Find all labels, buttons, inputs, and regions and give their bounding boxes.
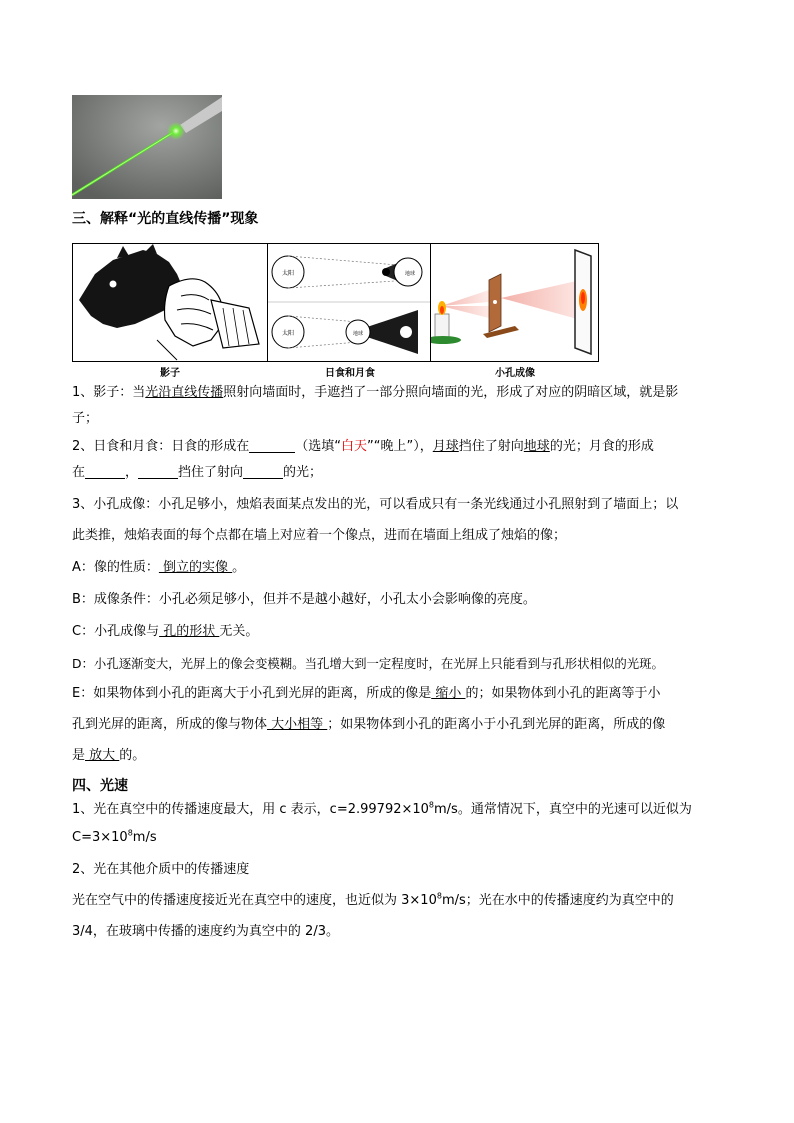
item1-line: 1、影子：当光沿直线传播照射向墙面时，手遮挡了一部分照向墙面的光，形成了对应的阴暗区域，就是影 (72, 385, 679, 400)
itemE-answer1: 缩小 (431, 686, 466, 701)
section4-heading: 四、光速 (72, 778, 128, 794)
item3-line2: 此类推，烛焰表面的每个点都在墙上对应着一个像点，进而在墙面上组成了烛焰的像； (72, 528, 567, 543)
blank-lunar-time[interactable] (85, 464, 125, 479)
itemB: B：成像条件：小孔必须足够小，但并不是越小越好，小孔太小会影响像的亮度。 (72, 592, 536, 607)
itemA-answer: 倒立的实像 (158, 560, 233, 575)
item2-line2: 在 ， 挡住了射向 的光； (72, 465, 323, 480)
item2-line1: 2、日食和月食：日食的形成在 （选填“白天”“晚上”），月球挡住了射向地球的光；月食的形成 (72, 439, 654, 454)
itemE-answer3: 放大 (85, 748, 120, 763)
shadow-figure (72, 243, 269, 362)
sun-label-2: 太阳 (281, 330, 295, 337)
blank-lunar-blocker[interactable] (138, 464, 178, 479)
red-answer: 白天 (341, 439, 368, 454)
eclipse-figure (267, 243, 432, 362)
itemE-line2: 孔到光屏的距离，所成的像与物体 大小相等 ；如果物体到小孔的距离小于小孔到光屏的距离，所成的像 (72, 717, 666, 732)
item1-cont: 子； (72, 411, 99, 426)
pinhole-caption: 小孔成像 (495, 368, 535, 379)
item3-line1: 3、小孔成像：小孔足够小，烛焰表面某点发出的光，可以看成只有一条光线通过小孔照射到了墙面上；以 (72, 497, 679, 512)
itemD: D：小孔逐渐变大，光屏上的像会变模糊。当孔增大到一定程度时，在光屏上只能看到与孔形状相似的光斑。 (72, 656, 664, 671)
speed-item2-line1: 光在空气中的传播速度接近光在真空中的速度，也近似为 $3\times 10^8m/s$；光在水中的传播速度约为真空中的 (72, 891, 674, 908)
itemE-line3: 是 放大 的。 (72, 748, 146, 763)
earth-label-2: 地球 (352, 331, 364, 337)
pinhole-figure (430, 243, 599, 362)
section3-heading: 三、解释“光的直线传播”现象 (72, 211, 259, 227)
blank-lunar-target[interactable] (243, 464, 283, 479)
itemC-answer: 孔的形状 (159, 624, 220, 639)
itemE-answer2: 大小相等 (267, 717, 328, 732)
itemC: C：小孔成像与 孔的形状 无关。 (72, 624, 259, 639)
speed-item2-line2: 3/4，在玻璃中传播的速度约为真空中的 2/3。 (72, 924, 339, 939)
itemE-line1: E：如果物体到小孔的距离大于小孔到光屏的距离，所成的像是 缩小 的；如果物体到小孔的距离等于小 (72, 686, 661, 701)
speed-item2-title: 2、光在其他介质中的传播速度 (72, 862, 250, 877)
speed-item1-line1: 1、光在真空中的传播速度最大，用 c 表示，$c=2.99792\times 10^8m/s$。通常情况下，真空中的光速可以近似为 (72, 800, 692, 817)
laser-photo (72, 95, 222, 199)
shadow-caption: 影子 (160, 368, 180, 379)
item1-answer: 光沿直线传播 (145, 385, 224, 400)
sun-label-1: 太阳 (281, 270, 295, 277)
blank-eclipse-time[interactable] (249, 438, 295, 453)
eclipse-caption: 日食和月食 (325, 368, 375, 379)
earth-label-1: 地球 (404, 271, 416, 277)
itemA: A：像的性质： 倒立的实像 。 (72, 560, 246, 575)
speed-item1-line2: $C=3\times 10^8m/s$ (72, 828, 157, 845)
